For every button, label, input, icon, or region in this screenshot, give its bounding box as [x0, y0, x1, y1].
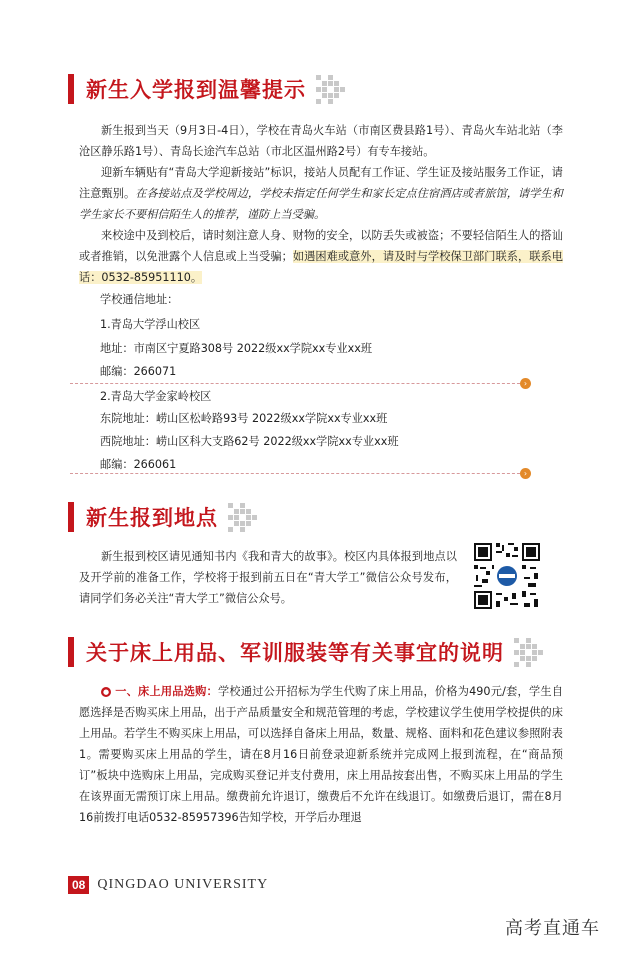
safety-notice: 来校途中及到校后，请时刻注意人身、财物的安全，以防丢失或被盗；不要轻信陌生人的搭讪或者推销，以免泄露个人信息或上当受骗；	[79, 229, 563, 263]
section-title: 关于床上用品、军训服装等有关事宜的说明	[86, 640, 504, 665]
campus1-address: 地址：市南区宁夏路308号 2022级xx学院xx专业xx班	[100, 342, 373, 355]
campus1-zip: 邮编：266071	[100, 365, 177, 378]
campus2-zip: 邮编：266061	[100, 458, 177, 471]
campus2-east-address: 东院地址：崂山区松岭路93号 2022级xx学院xx专业xx班	[100, 412, 388, 425]
watermark: 高考直通车	[505, 918, 600, 939]
section-marker	[68, 502, 74, 532]
section-marker	[68, 74, 74, 104]
vehicle-notice: 迎新车辆贴有“青岛大学迎新接站”标识，接站人员配有工作证、学生证及接站服务工作证，请注意甄别。	[79, 166, 563, 200]
section-marker	[68, 637, 74, 667]
campus2-name: 2.青岛大学金家岭校区	[100, 390, 212, 403]
section-header-checkin-location	[68, 502, 257, 532]
bedding-lead: 一、床上用品选购：	[115, 685, 218, 698]
dots-decoration-icon	[316, 75, 345, 104]
university-name: QINGDAO UNIVERSITY	[97, 877, 269, 892]
bullet-icon: ●	[102, 688, 110, 696]
fraud-warning: 在各接站点及学校周边，学校未指定任何学生和家长定点住宿酒店或者旅馆，请学生和学生家长不要相信陌生人的推荐，谨防上当受骗。	[79, 187, 563, 221]
paragraph-safety	[79, 225, 563, 288]
dashed-divider	[70, 379, 528, 388]
paragraph-pickup: 新生报到当天（9月3日-4日），学校在青岛火车站（市南区费县路1号）、青岛火车站北站（李沧区静乐路1号）、青岛长途汽车总站（市北区温州路2号）有专车接站。	[79, 124, 563, 158]
paragraph-bedding	[79, 681, 563, 828]
arrow-right-icon: ›	[520, 378, 531, 389]
section-header-checkin-tips	[68, 74, 345, 104]
page-number: 08	[68, 876, 89, 894]
section-header-bedding	[68, 637, 543, 667]
qr-code-icon[interactable]	[472, 541, 542, 611]
paragraph-location: 新生报到校区请见通知书内《我和青大的故事》。校区内具体报到地点以及开学前的准备工作，学校将于报到前五日在“青大学工”微信公众号发布，请同学们务必关注“青大学工”微信公众号。	[79, 550, 457, 605]
address-heading: 学校通信地址：	[100, 293, 179, 306]
section-title: 新生入学报到温馨提示	[86, 77, 306, 102]
paragraph-pickup-vehicle	[79, 162, 563, 225]
security-contact: 如遇困难或意外，请及时与学校保卫部门联系，联系电话：0532-85951110。	[79, 250, 563, 284]
dots-decoration-icon	[514, 638, 543, 667]
page-footer	[68, 876, 268, 894]
dots-decoration-icon	[228, 503, 257, 532]
campus1-name: 1.青岛大学浮山校区	[100, 318, 201, 331]
dashed-divider	[70, 469, 528, 478]
bedding-body: 学校通过公开招标为学生代购了床上用品，价格为490元/套，学生自愿选择是否购买床上用品，出于产品质量安全和规范管理的考虑，学校建议学生使用学校提供的床上用品。若学生不购买床上用品，可以选择自备床上用品，数量、规格、面料和花色建议参照附表1。需要购买床上用品的学生，请在8月16日前登录迎新系统并完成网上报到流程，在“商品预订”板块中选购床上用品，完成购买登记并支付费用，床上用品按套出售，不购买床上用品的学生在该界面无需预订床上用品。缴费前允许退订，缴费后不允许在线退订。如缴费后退订，需在8月16前拨打电话0532-85957396告知学校，开学后办理退	[79, 685, 563, 824]
arrow-right-icon: ›	[520, 468, 531, 479]
section-title: 新生报到地点	[86, 505, 218, 530]
campus2-west-address: 西院地址：崂山区科大支路62号 2022级xx学院xx专业xx班	[100, 435, 399, 448]
